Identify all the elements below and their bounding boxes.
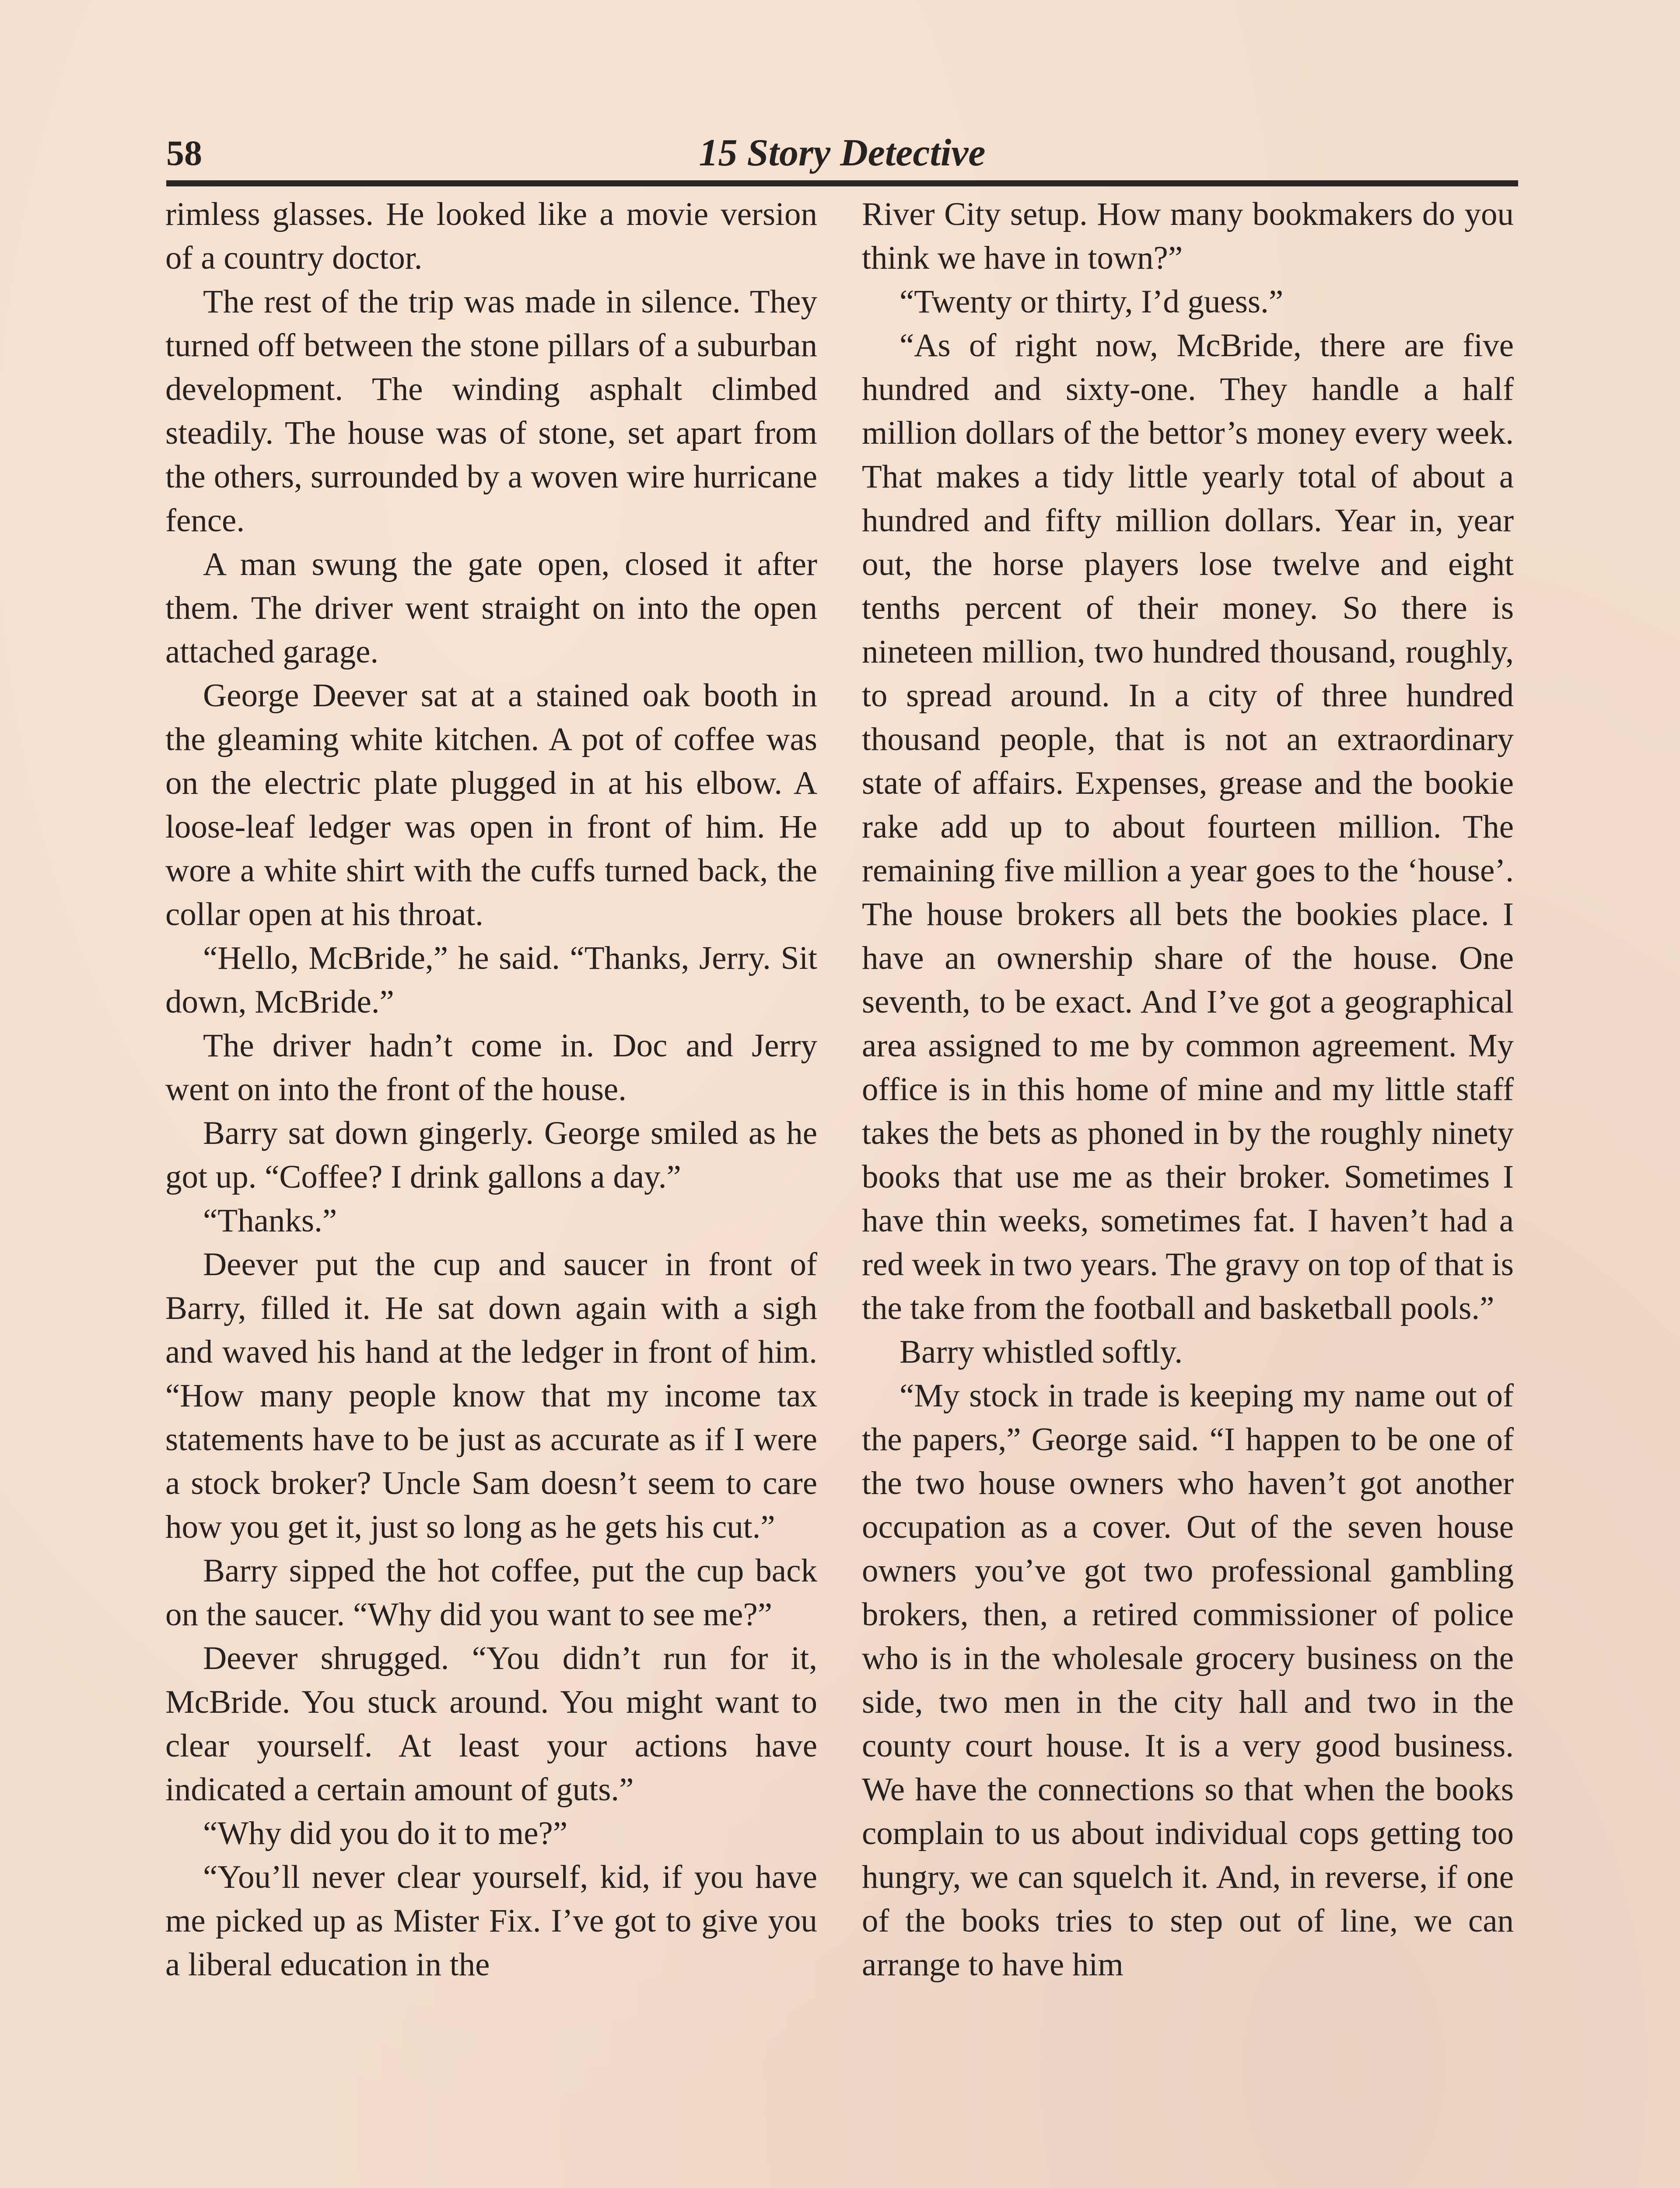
paragraph: “Why did you do it to me?” — [203, 1815, 568, 1851]
running-title: 15 Story Detective — [699, 132, 986, 174]
running-header — [166, 129, 1518, 177]
right-column — [862, 193, 1514, 1987]
paragraph: “Hello, McBride,” he said. “Thanks, Jerry. Sit down, McBride.” — [165, 940, 817, 1020]
page-number: 58 — [166, 133, 202, 173]
paragraph: George Deever sat at a stained oak booth in the gleaming white kitchen. A pot of coffee was on the electric plate plugged in at his elbow. A loose-leaf ledger was open in front of him. He wore a white shirt with the cuffs turned back, the collar open at his throat. — [165, 677, 817, 933]
paragraph: rimless glasses. He looked like a movie version of a country doctor. — [165, 196, 817, 276]
paragraph: Barry sipped the hot coffee, put the cup back on the saucer. “Why did you want to see me?” — [165, 1553, 817, 1633]
paragraph: A man swung the gate open, closed it after them. The driver went straight on into the open attached garage. — [165, 546, 817, 670]
paragraph: The rest of the trip was made in silence. They turned off between the stone pillars of a suburban development. The winding asphalt climbed steadily. The house was of stone, set apart from the others, surrounded by a woven wire hurricane fence. — [165, 284, 817, 539]
paragraph: Deever put the cup and saucer in front of Barry, filled it. He sat down again with a sigh and waved his hand at the ledger in front of him. “How many people know that my income tax statements have to be just as accurate as if I were a stock broker? Uncle Sam doesn’t seem to care how you get it, just so long as he gets his cut.” — [165, 1246, 817, 1545]
paragraph: Deever shrugged. “You didn’t run for it, McBride. You stuck around. You might want to clear yourself. At least your actions have indicated a certain amount of guts.” — [165, 1640, 817, 1808]
paragraph: River City setup. How many bookmakers do you think we have in town?” — [862, 196, 1514, 276]
left-column — [165, 193, 817, 1987]
paragraph: “As of right now, McBride, there are five hundred and sixty-one. They handle a half million dollars of the bettor’s money every week. That makes a tidy little yearly total of about a hundred and fifty million dollars. Year in, year out, the horse players lose twelve and eight tenths percent of their money. So there is nineteen million, two hundred thousand, roughly, to spread around. In a city of three hundred thousand people, that is not an extraordinary state of affairs. Expenses, grease and the bookie rake add up to about fourteen million. The remaining five million a year goes to the ‘house’. The house brokers all bets the bookies place. I have an ownership share of the house. One seventh, to be exact. And I’ve got a geographical area assigned to me by common agreement. My office is in this home of mine and my little staff takes the bets as phoned in by the roughly ninety books that use me as their broker. Sometimes I have thin weeks, sometimes fat. I haven’t had a red week in two years. The gravy on top of that is the take from the football and basketball pools.” — [862, 327, 1514, 1326]
paragraph: “My stock in trade is keeping my name out of the papers,” George said. “I happen to be one of the two house owners who haven’t got another occupation as a cover. Out of the seven house owners you’ve got two professional gambling brokers, then, a retired commissioner of police who is in the wholesale grocery business on the side, two men in the city hall and two in the county court house. It is a very good business. We have the connections so that when the books complain to us about individual cops getting too hungry, we can squelch it. And, in reverse, if one of the books tries to step out of line, we can arrange to have him — [862, 1378, 1514, 1983]
paragraph: “Twenty or thirty, I’d guess.” — [900, 284, 1284, 320]
header-rule — [166, 180, 1518, 186]
paragraph: Barry sat down gingerly. George smiled as he got up. “Coffee? I drink gallons a day.” — [165, 1115, 817, 1195]
paragraph: “Thanks.” — [203, 1203, 337, 1239]
paragraph: Barry whistled softly. — [900, 1334, 1183, 1370]
paragraph: The driver hadn’t come in. Doc and Jerry went on into the front of the house. — [165, 1027, 817, 1108]
paragraph: “You’ll never clear yourself, kid, if you have me picked up as Mister Fix. I’ve got to give you a liberal education in the — [165, 1859, 817, 1983]
